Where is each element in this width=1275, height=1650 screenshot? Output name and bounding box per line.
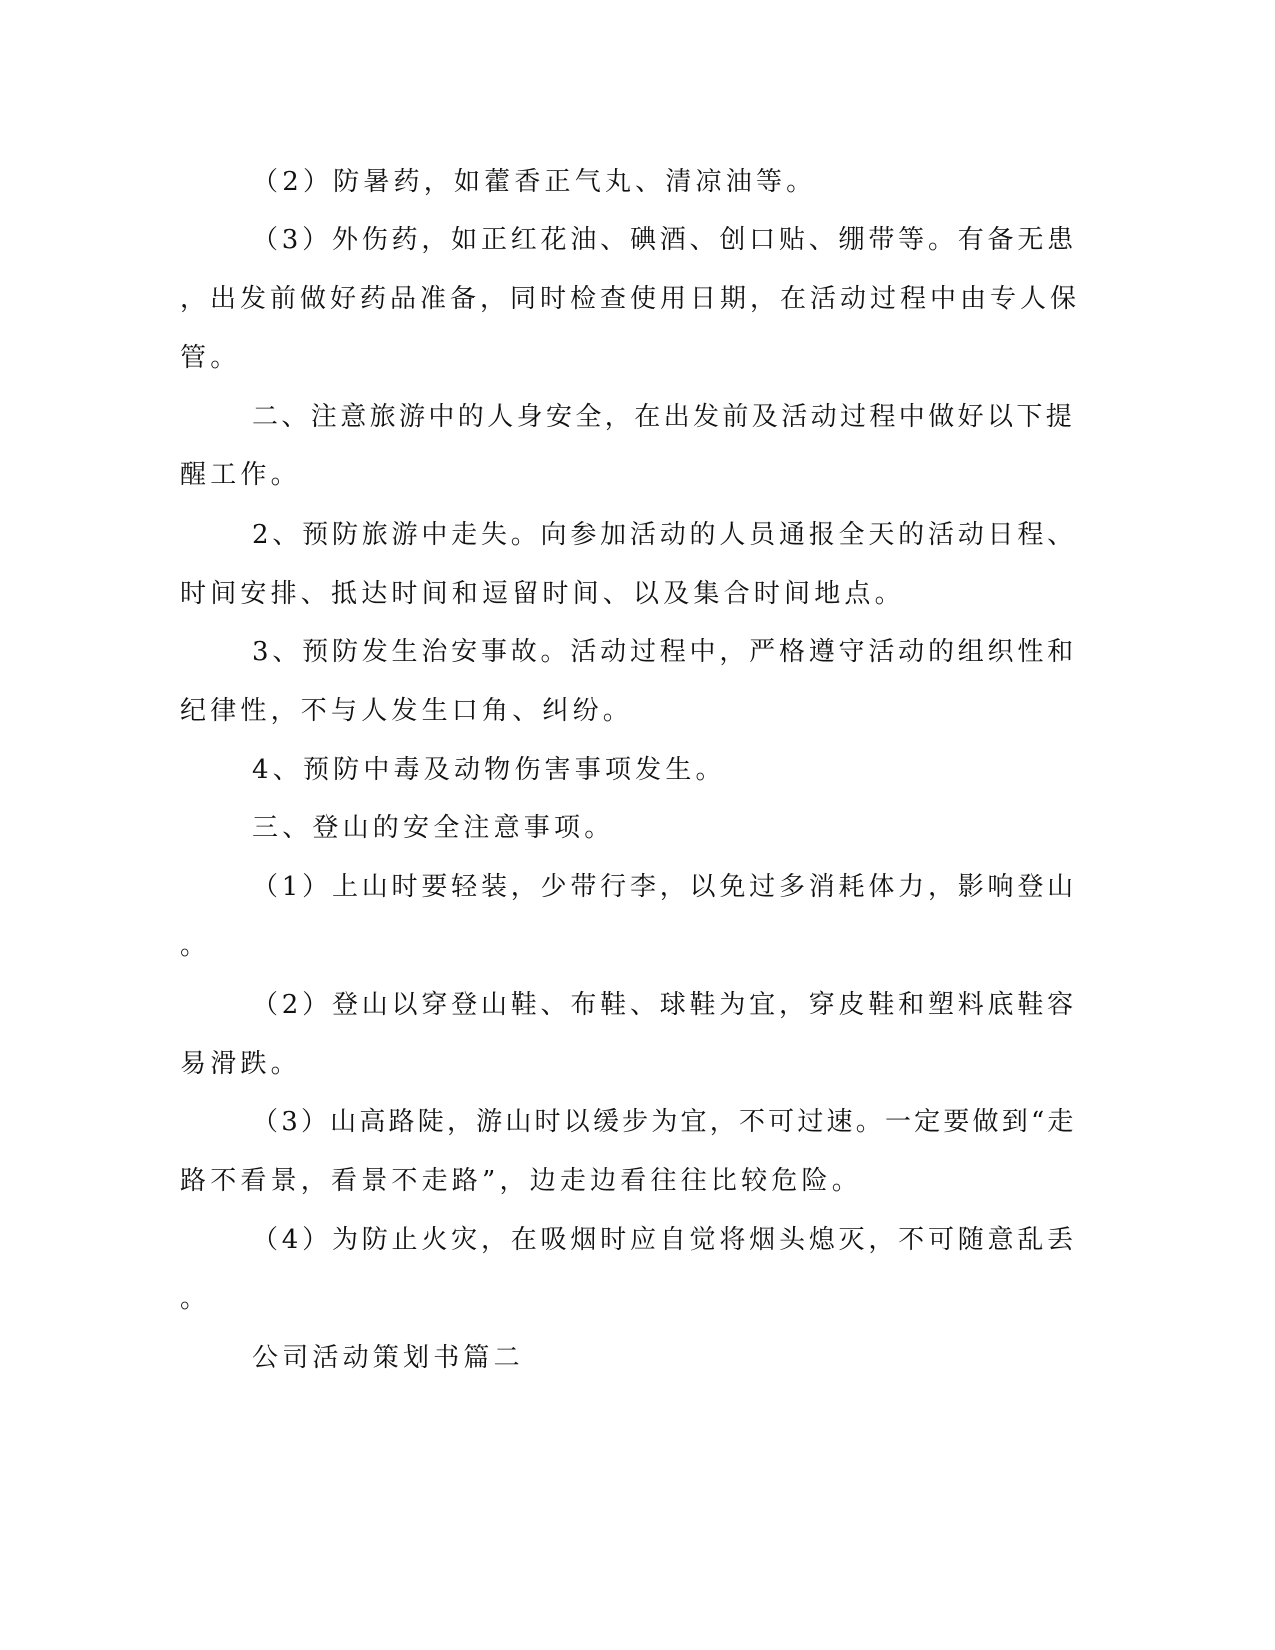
text-line: 管。	[180, 343, 241, 373]
text-line: 路不看景，看景不走路”，边走边看往往比较危险。	[180, 1166, 862, 1196]
text-line: （4）为防止火灾，在吸烟时应自觉将烟头熄灭，不可随意乱丢	[252, 1225, 1077, 1255]
text-line: （2）登山以穿登山鞋、布鞋、球鞋为宜，穿皮鞋和塑料底鞋容	[252, 990, 1077, 1020]
text-line: 纪律性，不与人发生口角、纠纷。	[180, 696, 634, 726]
text-line: （2）防暑药，如藿香正气丸、清凉油等。	[252, 167, 817, 197]
text-line: 二、注意旅游中的人身安全，在出发前及活动过程中做好以下提	[252, 402, 1076, 432]
text-line: 4、预防中毒及动物伤害事项发生。	[252, 755, 726, 785]
text-line: 。	[180, 931, 211, 961]
text-line: 。	[180, 1284, 211, 1314]
text-line: 3、预防发生治安事故。活动过程中，严格遵守活动的组织性和	[252, 637, 1077, 667]
text-line: （3）山高路陡，游山时以缓步为宜，不可过速。一定要做到“走	[252, 1107, 1077, 1137]
text-line: （1）上山时要轻装，少带行李，以免过多消耗体力，影响登山	[252, 872, 1077, 902]
text-line: （3）外伤药，如正红花油、碘酒、创口贴、绷带等。有备无患	[252, 225, 1077, 255]
text-line: ，出发前做好药品准备，同时检查使用日期，在活动过程中由专人保	[180, 284, 1081, 314]
text-line: 时间安排、抵达时间和逗留时间、以及集合时间地点。	[180, 579, 905, 609]
text-line: 易滑跌。	[180, 1049, 301, 1079]
text-line: 三、登山的安全注意事项。	[252, 813, 615, 843]
text-line: 2、预防旅游中走失。向参加活动的人员通报全天的活动日程、	[252, 520, 1077, 550]
section-heading: 公司活动策划书篇二	[252, 1343, 524, 1373]
text-line: 醒工作。	[180, 460, 301, 490]
